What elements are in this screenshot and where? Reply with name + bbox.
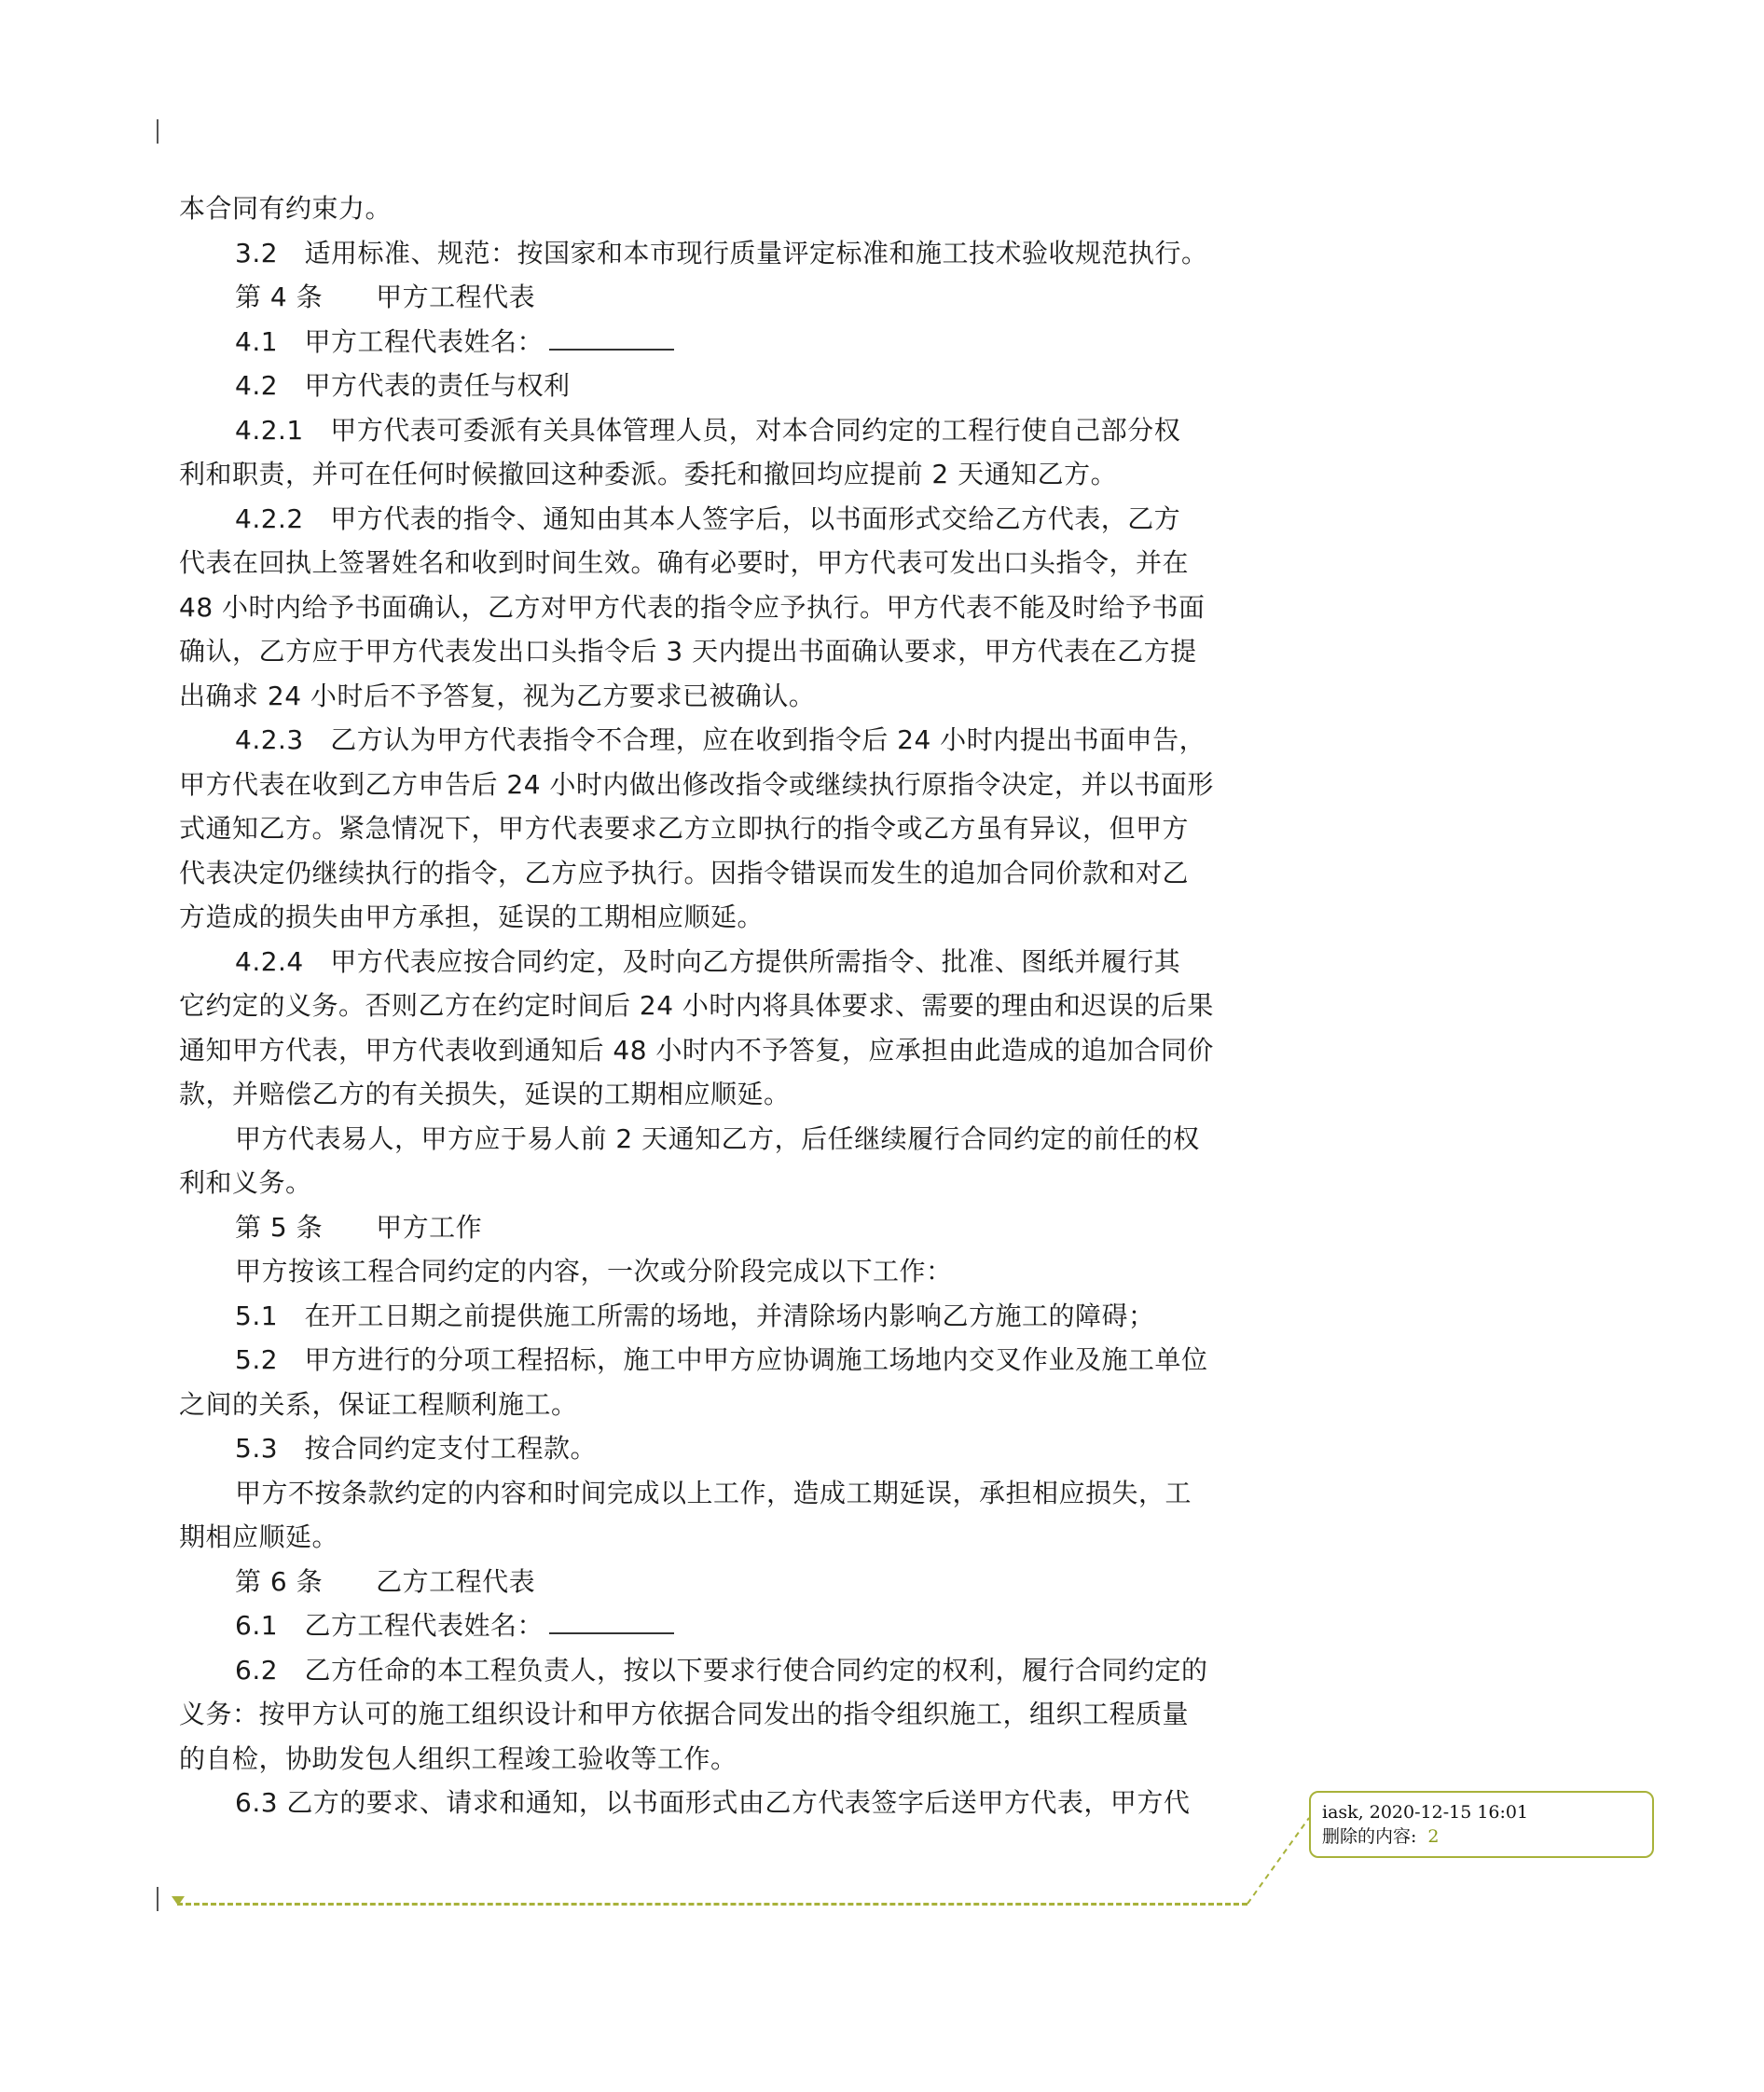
paragraph-text: 甲方按该工程合同约定的内容，一次或分阶段完成以下工作：: [235, 1256, 953, 1287]
paragraph-text: 6.2 乙方任命的本工程负责人，按以下要求行使合同约定的权利，履行合同约定的: [235, 1654, 1208, 1686]
paragraph-text: 利和义务。: [179, 1167, 312, 1198]
paragraph-text: 方造成的损失由甲方承担，延误的工期相应顺延。: [179, 901, 765, 932]
comment-deleted-text: 2: [1427, 1826, 1440, 1847]
paragraph-text: 4.2.1 甲方代表可委派有关具体管理人员，对本合同约定的工程行使自己部分权: [235, 414, 1181, 446]
revision-comment-balloon[interactable]: [1309, 1791, 1654, 1858]
paragraph-text: 的自检，协助发包人组织工程竣工验收等工作。: [179, 1742, 737, 1774]
paragraph-text: 4.2.4 甲方代表应按合同约定，及时向乙方提供所需指令、批准、图纸并履行其: [235, 945, 1181, 977]
paragraph-text: 5.1 在开工日期之前提供施工所需的场地，并清除场内影响乙方施工的障碍；: [235, 1300, 1155, 1331]
comment-author-time: iask, 2020-12-15 16:01: [1322, 1802, 1529, 1823]
paragraph-text: 5.3 按合同约定支付工程款。: [235, 1433, 598, 1464]
paragraph-text: 期相应顺延。: [179, 1521, 339, 1552]
paragraph-text: 3.2 适用标准、规范：按国家和本市现行质量评定标准和施工技术验收规范执行。: [235, 237, 1208, 268]
paragraph-text: 5.2 甲方进行的分项工程招标，施工中甲方应协调施工场地内交叉作业及施工单位: [235, 1344, 1208, 1375]
paragraph-text: 第 5 条 甲方工作: [235, 1211, 483, 1243]
paragraph-text: 甲方代表易人，甲方应于易人前 2 天通知乙方，后任继续履行合同约定的前任的权: [235, 1122, 1200, 1154]
paragraph-text: 确认，乙方应于甲方代表发出口头指令后 3 天内提出书面确认要求，甲方代表在乙方提: [179, 636, 1197, 667]
paragraph-text: 甲方代表在收到乙方申告后 24 小时内做出修改指令或继续执行原指令决定，并以书面形: [179, 768, 1214, 800]
paragraph-text: 第 6 条 乙方工程代表: [235, 1565, 536, 1597]
paragraph-text: 本合同有约束力。: [179, 193, 393, 224]
paragraph-text: 它约定的义务。否则乙方在约定时间后 24 小时内将具体要求、需要的理由和迟误的后果: [179, 990, 1214, 1021]
paragraph-text: 4.1 甲方工程代表姓名：: [235, 325, 544, 357]
paragraph-text: 代表在回执上签署姓名和收到时间生效。确有必要时，甲方代表可发出口头指令，并在: [179, 547, 1190, 578]
paragraph-text: 6.1 乙方工程代表姓名：: [235, 1610, 544, 1641]
paragraph-text: 款，并赔偿乙方的有关损失，延误的工期相应顺延。: [179, 1079, 791, 1109]
paragraph-text: 义务：按甲方认可的施工组织设计和甲方依据合同发出的指令组织施工，组织工程质量: [179, 1699, 1190, 1729]
paragraph-text: 出确求 24 小时后不予答复，视为乙方要求已被确认。: [179, 680, 816, 711]
paragraph-text: 式通知乙方。紧急情况下，甲方代表要求乙方立即执行的指令或乙方虽有异议，但甲方: [179, 813, 1190, 844]
paragraph-text: 代表决定仍继续执行的指令，乙方应予执行。因指令错误而发生的追加合同价款和对乙: [179, 857, 1190, 888]
paragraph-text: 第 4 条 甲方工程代表: [235, 282, 536, 312]
paragraph-text: 6.3 乙方的要求、请求和通知，以书面形式由乙方代表签字后送甲方代表，甲方代: [235, 1787, 1191, 1818]
paragraph-text: 4.2.2 甲方代表的指令、通知由其本人签字后，以书面形式交给乙方代表，乙方: [235, 502, 1181, 534]
paragraph-text: 利和职责，并可在任何时候撤回这种委派。委托和撤回均应提前 2 天通知乙方。: [179, 459, 1118, 489]
paragraph-text: 4.2 甲方代表的责任与权利: [235, 370, 571, 401]
paragraph-text: 甲方不按条款约定的内容和时间完成以上工作，造成工期延误，承担相应损失，工: [235, 1477, 1192, 1508]
paragraph-text: 4.2.3 乙方认为甲方代表指令不合理，应在收到指令后 24 小时内提出书面申告，: [235, 724, 1206, 755]
paragraph-text: 之间的关系，保证工程顺利施工。: [179, 1388, 578, 1420]
comment-label: 删除的内容:: [1322, 1826, 1417, 1847]
paragraph-text: 48 小时内给予书面确认，乙方对甲方代表的指令应予执行。甲方代表不能及时给予书面: [179, 591, 1206, 623]
paragraph-text: 通知甲方代表，甲方代表收到通知后 48 小时内不予答复，应承担由此造成的追加合同价: [179, 1034, 1214, 1066]
